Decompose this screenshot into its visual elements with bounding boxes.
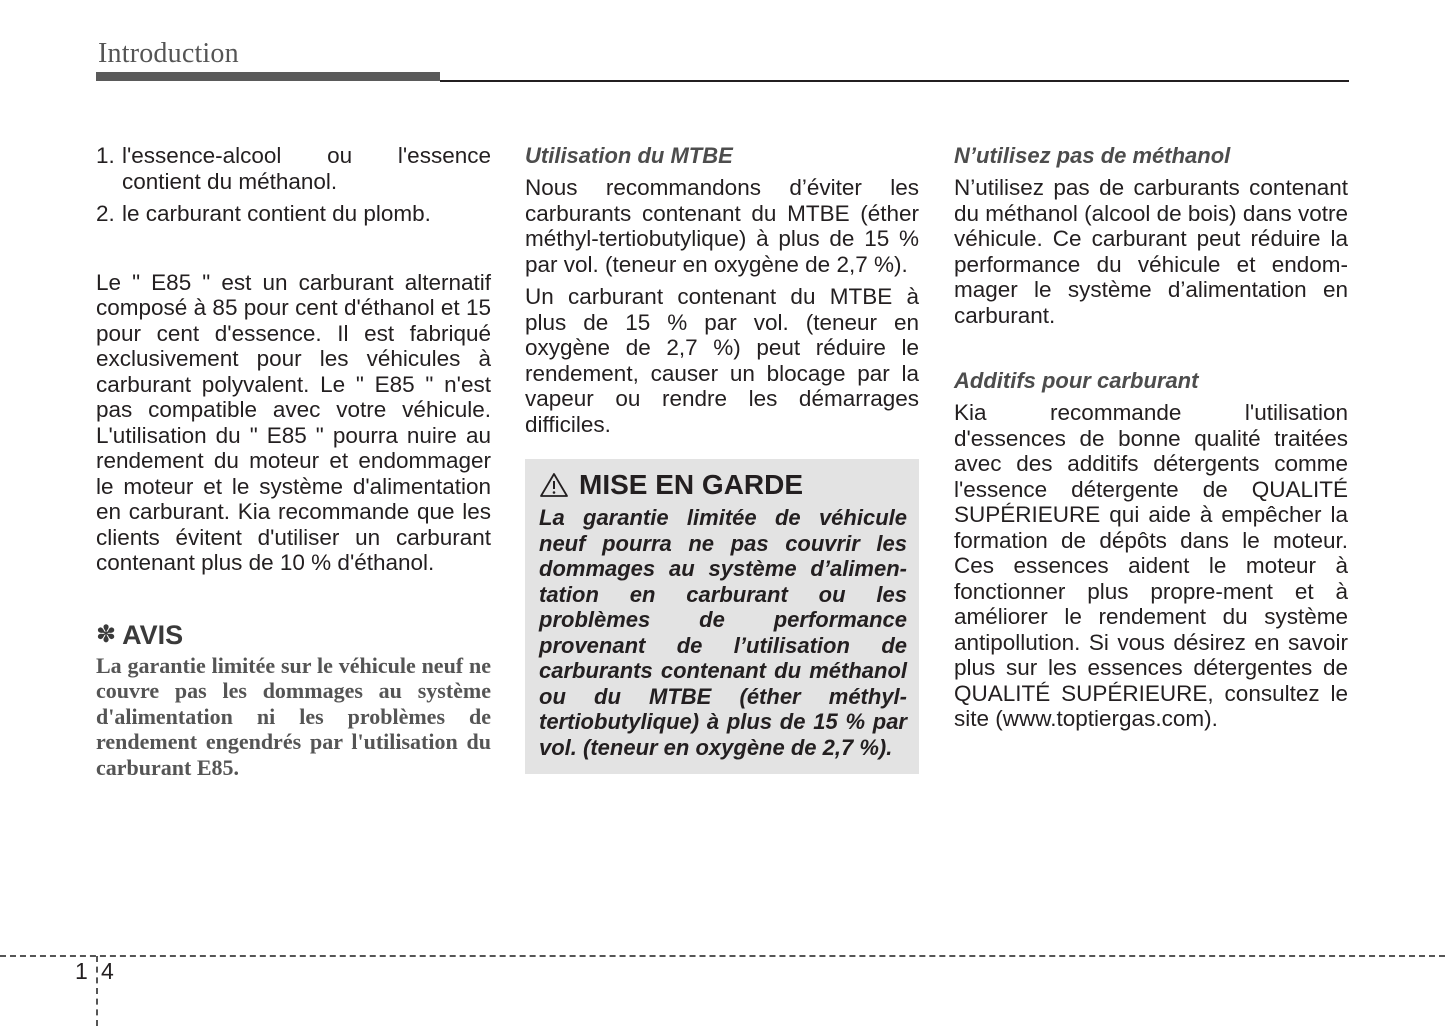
warning-heading — [539, 467, 907, 503]
footer-rule — [0, 955, 1445, 957]
asterisk-icon: ✽ — [96, 620, 117, 648]
page-number: 4 — [101, 958, 114, 984]
avis-text: La garantie limitée sur le véhicule neuf ne couvre pas les dommages au système d'alimentation ni les problèmes de rendement engendrés par l'utilisation du carburant E85. — [96, 652, 491, 780]
column-left — [96, 143, 491, 780]
section-title: Introduction — [98, 38, 239, 69]
mtbe-paragraph-2: Un carburant contenant du MTBE à plus de 15 % par vol. (teneur en oxygène de 2,7 %) peut réduire le rendement, causer un blocage par la vapeur ou rendre les démarrages difficiles. — [525, 284, 919, 437]
avis-notice — [96, 620, 491, 781]
methanol-heading: N’utilisez pas de méthanol — [954, 143, 1231, 168]
list-item-number: 1. — [96, 143, 115, 168]
column-right — [954, 143, 1348, 732]
warning-triangle-icon — [539, 472, 569, 498]
warning-text: La garantie limitée de véhicule neuf pourra ne pas couvrir les dommages au système d’alimen-tation en carburant ou les problèmes de performance provenant de l’utilisation de carburants contenant du méthanol ou du MTBE (éther méthyl-tertiobutylique) à plus de 15 % par vol. (teneur en oxygène de 2,7 %). — [539, 505, 907, 760]
header-rule — [440, 80, 1349, 82]
e85-paragraph: Le " E85 " est un carburant alternatif composé à 85 pour cent d'éthanol et 15 pour cent d'essence. Il est fabriqué exclusivement pour les véhicules à carburant polyvalent. Le " E85 " n'est pas compatible avec votre véhicule. L'utilisation du " E85 " pourra nuire au rendement du moteur et endommager le moteur et le système d'alimentation en carburant. Kia recommande que les clients évitent d'utiliser un carburant contenant plus de 10 % d'éthanol. — [96, 269, 491, 575]
header-bar — [96, 72, 440, 81]
methanol-paragraph: N’utilisez pas de carburants contenant du méthanol (alcool de bois) dans votre véhicule. Ce carburant peut réduire la performance du véhicule et endom-mager le système d’alimentation en carburant. — [954, 175, 1348, 328]
condition-list — [96, 143, 491, 227]
additives-paragraph: Kia recommande l'utilisation d'essences de bonne qualité traitées avec des additifs détergents comme l'essence détergente de QUALITÉ SUPÉRIEURE qui aide à empêcher la formation de dépôts dans le moteur. Ces essences aident le moteur à fonctionner plus propre-ment et à améliorer le rendement du système antipollution. Si vous désirez en savoir plus sur les essences détergentes de QUALITÉ SUPÉRIEURE, consultez le site (www.toptiergas.com). — [954, 400, 1348, 731]
warning-box — [525, 459, 919, 774]
warning-title: MISE EN GARDE — [579, 469, 804, 500]
list-item — [96, 143, 491, 194]
chapter-number: 1 — [75, 958, 88, 984]
list-item-text: le carburant contient du plomb. — [122, 201, 431, 226]
additives-heading: Additifs pour carburant — [954, 368, 1199, 393]
mtbe-heading: Utilisation du MTBE — [525, 143, 733, 168]
mtbe-paragraph-1: Nous recommandons d’éviter les carburants contenant du MTBE (éther méthyl-tertiobutylique) à plus de 15 % par vol. (teneur en oxygène de 2,7 %). — [525, 175, 919, 277]
list-item — [96, 201, 491, 227]
column-middle — [525, 143, 919, 774]
avis-heading — [96, 620, 491, 650]
list-item-number: 2. — [96, 201, 115, 226]
footer-divider — [96, 956, 98, 1026]
avis-title: AVIS — [122, 619, 184, 650]
list-item-text: l'essence-alcool ou l'essence contient du méthanol. — [122, 143, 491, 194]
